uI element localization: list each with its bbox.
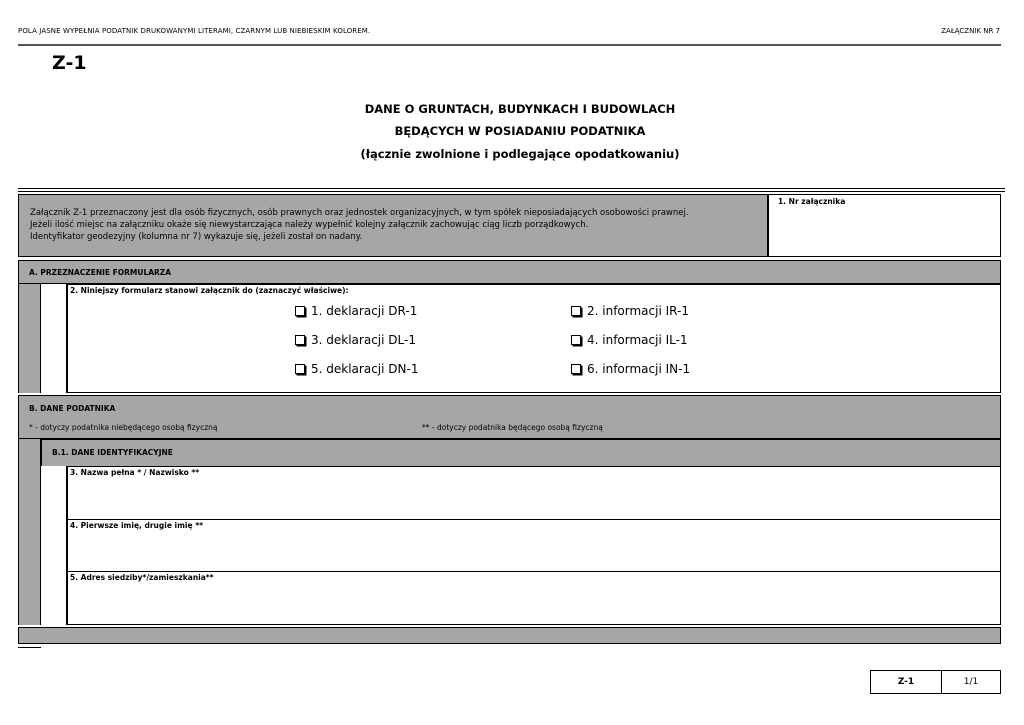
intro-line-2: Jeżeli ilość miejsc na załączniku okaże się niewystarczająca należy wypełnić kolejny załącznik zachowując ciąg liczb porządkowych.	[30, 220, 589, 230]
section-b1-header	[41, 439, 1001, 467]
footer-page-number: 1/1	[963, 677, 979, 687]
checkbox-icon[interactable]	[571, 335, 581, 345]
option-il-1[interactable]	[571, 333, 688, 347]
checkbox-icon[interactable]	[295, 335, 305, 345]
form-title-line-2: BĘDĄCYCH W POSIADANIU PODATNIKA	[394, 124, 646, 138]
annex-number: ZAŁĄCZNIK NR 7	[941, 27, 1000, 35]
option-dn-1[interactable]	[295, 362, 418, 376]
section-b-header	[18, 395, 1001, 439]
option-dr-1[interactable]	[295, 304, 417, 318]
section-b-title: B. DANE PODATNIKA	[29, 404, 116, 413]
option-ir-1-label: 2. informacji IR-1	[587, 304, 689, 318]
form-title-line-1: DANE O GRUNTACH, BUDYNKACH I BUDOWLACH	[364, 102, 676, 116]
checkbox-icon[interactable]	[295, 364, 305, 374]
option-il-1-label: 4. informacji IL-1	[587, 333, 688, 347]
intro-line-3: Identyfikator geodezyjny (kolumna nr 7) wykazuje się, jeżeli został on nadany.	[30, 232, 363, 242]
legend-natural-person: ** - dotyczy podatnika będącego osobą fizyczną	[422, 423, 603, 432]
full-name-field[interactable]	[67, 466, 1001, 520]
option-in-1[interactable]	[571, 362, 690, 376]
body-rule-bottom	[18, 191, 1005, 192]
checkbox-icon[interactable]	[571, 364, 581, 374]
address-label: 5. Adres siedziby*/zamieszkania**	[70, 573, 214, 582]
option-dr-1-label: 1. deklaracji DR-1	[311, 304, 418, 318]
section-footer-strip	[18, 627, 1001, 644]
fill-instruction-note: POLA JASNE WYPEŁNIA PODATNIK DRUKOWANYMI LITERAMI, CZARNYM LUB NIEBIESKIM KOLOREM.	[18, 27, 371, 35]
annex-number-label: 1. Nr załącznika	[778, 197, 846, 206]
first-names-label: 4. Pierwsze imię, drugie imię **	[70, 521, 204, 530]
body-rule-top	[18, 188, 1005, 189]
section-a-header	[18, 260, 1001, 284]
address-field[interactable]	[67, 571, 1001, 625]
intro-line-1: Załącznik Z-1 przeznaczony jest dla osób fizycznych, osób prawnych oraz jednostek organizacyjnych, w tym spółek nieposiadających osobowości prawnej.	[30, 208, 689, 218]
section-a-mid-margin	[41, 284, 67, 393]
section-b1-left-margin	[18, 439, 41, 625]
checkbox-icon[interactable]	[295, 306, 305, 316]
purpose-field	[67, 284, 1001, 393]
footer-form-code: Z-1	[871, 671, 942, 693]
first-names-field[interactable]	[67, 519, 1001, 572]
full-name-label: 3. Nazwa pełna * / Nazwisko **	[70, 468, 200, 477]
page-footer-box	[870, 670, 1001, 694]
checkbox-icon[interactable]	[571, 306, 581, 316]
legend-non-natural-person: * - dotyczy podatnika niebędącego osobą fizyczną	[29, 423, 218, 432]
option-ir-1[interactable]	[571, 304, 689, 318]
section-a-title: A. PRZEZNACZENIE FORMULARZA	[29, 268, 172, 277]
intro-text	[30, 207, 689, 243]
section-b1-mid-margin	[41, 466, 67, 625]
form-title-line-3: (łącznie zwolnione i podlegające opodatkowaniu)	[360, 147, 680, 161]
form-code: Z-1	[52, 52, 87, 74]
option-dn-1-label: 5. deklaracji DN-1	[311, 362, 419, 376]
option-dl-1-label: 3. deklaracji DL-1	[311, 333, 416, 347]
margin-mark	[18, 647, 41, 648]
option-dl-1[interactable]	[295, 333, 416, 347]
header-divider	[18, 44, 1001, 46]
option-in-1-label: 6. informacji IN-1	[587, 362, 691, 376]
section-b1-title: B.1. DANE IDENTYFIKACYJNE	[52, 448, 173, 457]
purpose-field-label: 2. Niniejszy formularz stanowi załącznik do (zaznaczyć właściwe):	[70, 286, 349, 295]
section-a-left-margin	[18, 284, 41, 393]
